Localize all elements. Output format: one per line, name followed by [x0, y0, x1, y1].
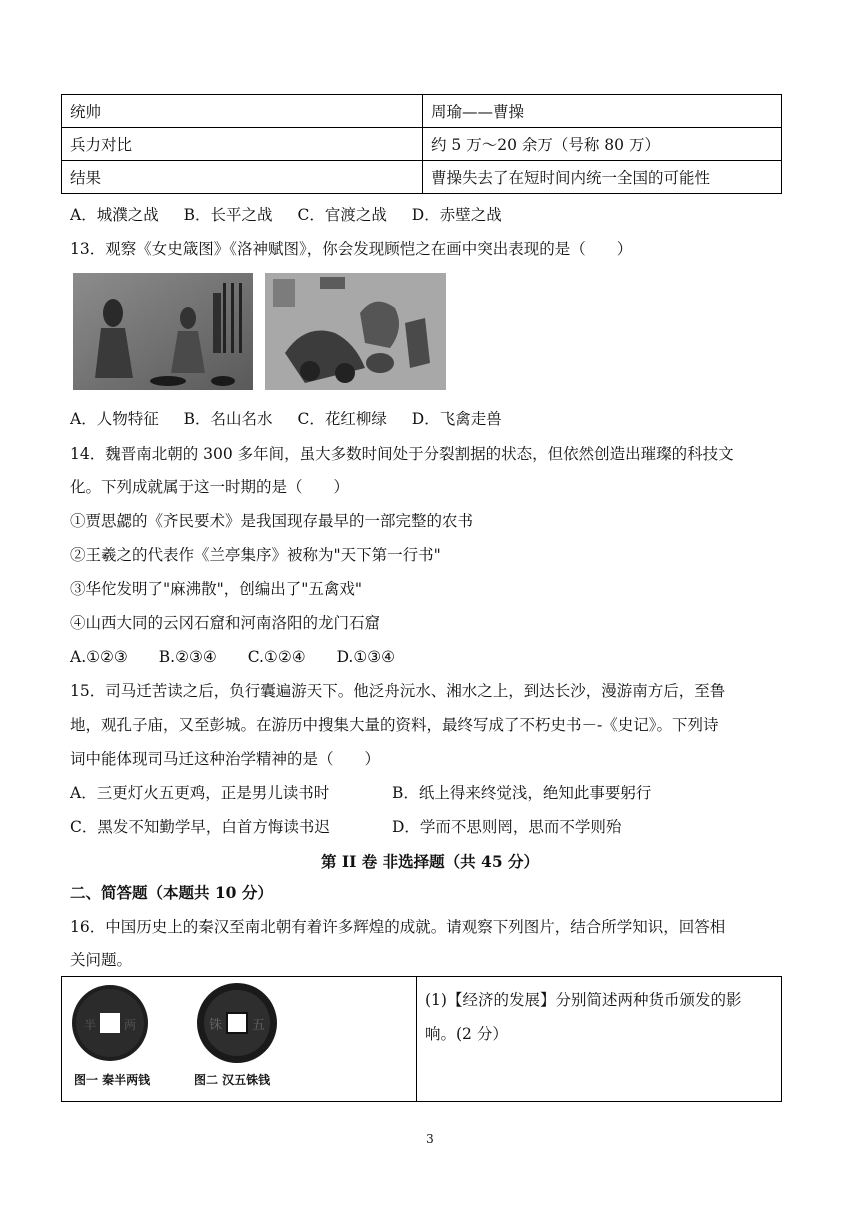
table-row: [62, 977, 782, 1102]
option-a: A．人物特征: [70, 410, 159, 428]
part2-title: 第 II 卷 非选择题（共 45 分）: [320, 852, 540, 871]
q15-option-a: A．三更灯火五更鸡，正是男儿读书时: [70, 784, 330, 802]
option-d: D.①③④: [336, 648, 396, 666]
q16-stem-line1: 16．中国历史上的秦汉至南北朝有着许多辉煌的成就。请观察下列图片，结合所学知识，回答相: [70, 918, 726, 936]
table-cell-value: 曹操失去了在短时间内统一全国的可能性: [423, 161, 782, 194]
coins-cell: [62, 977, 417, 1102]
coin-wuzhu-image: [196, 981, 278, 1065]
q14-stem-line1: 14．魏晋南北朝的 300 多年间，虽大多数时间处于分裂割据的状态，但依然创造出璀璨的科技文: [70, 445, 734, 463]
option-c: C．花红柳绿: [297, 410, 387, 428]
q14-item-2: ②王羲之的代表作《兰亭集序》被称为"天下第一行书": [70, 546, 441, 564]
q15-option-d: D．学而不思则罔，思而不学则殆: [392, 818, 622, 836]
q14-stem-line2: 化。下列成就属于这一时期的是（ ）: [70, 478, 350, 496]
option-d: D．赤壁之战: [411, 206, 502, 224]
q13-stem: 13．观察《女史箴图》《洛神赋图》，你会发现顾恺之在画中突出表现的是（ ）: [70, 240, 633, 258]
option-b: B．名山名水: [183, 410, 273, 428]
page-number: 3: [426, 1132, 434, 1146]
option-a: A.①②③: [70, 648, 128, 666]
option-b: B．长平之战: [183, 206, 273, 224]
table-cell-label: 统帅: [62, 95, 423, 128]
question-cell: [417, 977, 782, 1102]
q15-stem-line2: 地，观孔子庙，又至彭城。在游历中搜集大量的资料，最终写成了不朽史书－-《史记》。下列诗: [70, 716, 719, 734]
q12-options: [70, 204, 522, 226]
coin2-char-right: 五: [252, 1018, 266, 1033]
table-row: [62, 161, 782, 194]
q14-item-1: ①贾思勰的《齐民要术》是我国现存最早的一部完整的农书: [70, 512, 474, 530]
coin2-caption: 图二 汉五铢钱: [194, 1073, 271, 1087]
coin1-char-right: 两: [124, 1018, 137, 1032]
painting-luoshen-fu-image: [265, 273, 446, 390]
q16-sub1-line2: 响。(2 分）: [425, 1025, 508, 1043]
table-row: [62, 95, 782, 128]
table-row: [62, 128, 782, 161]
table-cell-value: 周瑜——曹操: [423, 95, 782, 128]
table-cell-label: 兵力对比: [62, 128, 423, 161]
option-d: D．飞禽走兽: [411, 410, 502, 428]
option-c: C．官渡之战: [297, 206, 387, 224]
coin1-caption: 图一 秦半两钱: [74, 1073, 151, 1087]
q16-sub1-line1: (1)【经济的发展】分别简述两种货币颁发的影: [425, 991, 742, 1009]
q14-item-4: ④山西大同的云冈石窟和河南洛阳的龙门石窟: [70, 614, 381, 632]
table-cell-label: 结果: [62, 161, 423, 194]
q15-option-c: C．黑发不知勤学早，白首方悔读书迟: [70, 818, 330, 836]
q14-options: [70, 646, 415, 668]
q15-stem-line1: 15．司马迁苦读之后，负行囊遍游天下。他泛舟沅水、湘水之上，到达长沙，漫游南方后，至鲁: [70, 682, 726, 700]
q15-stem-line3: 词中能体现司马迁这种治学精神的是（ ）: [70, 750, 381, 768]
q16-stem-line2: 关问题。: [70, 951, 133, 969]
q13-options: [70, 408, 522, 430]
coin1-char-left: 半: [84, 1018, 97, 1032]
painting-nushi-zhen-image: [73, 273, 253, 390]
table-cell-value: 约 5 万～20 余万（号称 80 万）: [423, 128, 782, 161]
q15-option-b: B．纸上得来终觉浅，绝知此事要躬行: [392, 784, 652, 802]
painting-1-art: [73, 273, 253, 390]
q14-item-3: ③华佗发明了"麻沸散"，创编出了"五禽戏": [70, 580, 363, 598]
option-c: C.①②④: [247, 648, 306, 666]
coin-banliang-image: [70, 983, 150, 1063]
q16-table: [61, 976, 782, 1102]
painting-2-art: [265, 273, 446, 390]
option-b: B.②③④: [158, 648, 217, 666]
section-heading: 二、简答题（本题共 10 分）: [70, 883, 273, 902]
battle-info-table: [61, 94, 782, 194]
coin2-char-left: 铢: [209, 1018, 223, 1033]
option-a: A．城濮之战: [70, 206, 159, 224]
